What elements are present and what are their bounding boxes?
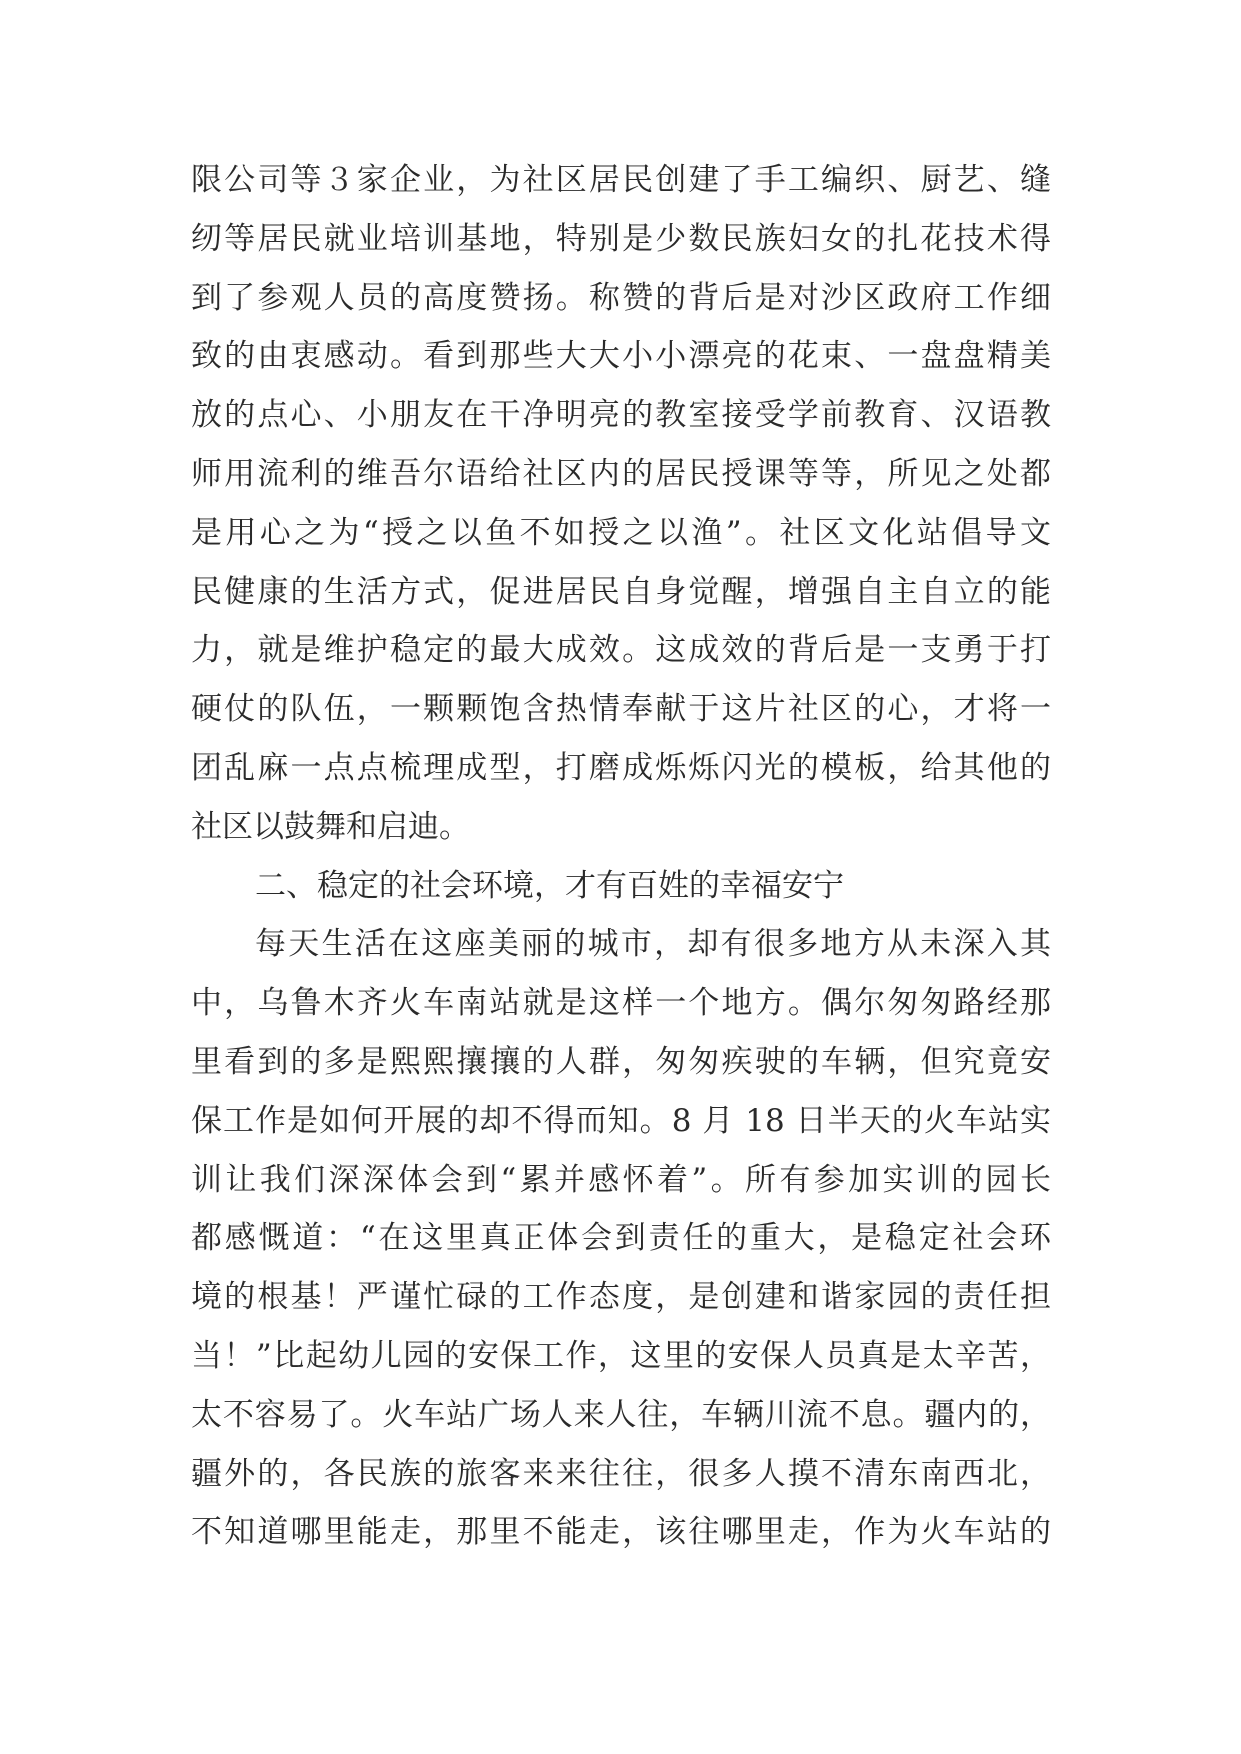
paragraph-line: 社区以鼓舞和启迪。 (191, 808, 470, 845)
paragraph-line: 纫等居民就业培训基地，特别是少数民族妇女的扎花技术得 (191, 220, 1051, 257)
paragraph-line: 是用心之为“授之以鱼不如授之以渔”。社区文化站倡导文 (191, 514, 1051, 551)
document-body (191, 160, 1051, 1571)
section-heading: 二、稳定的社会环境，才有百姓的幸福安宁 (255, 867, 844, 904)
paragraph-line: 保工作是如何开展的却不得而知。8 月 18 日半天的火车站实 (191, 1102, 1051, 1139)
paragraph-line: 限公司等３家企业，为社区居民创建了手工编织、厨艺、缝 (191, 162, 1051, 198)
paragraph-line: 力，就是维护稳定的最大成效。这成效的背后是一支勇于打 (191, 632, 1051, 669)
paragraph-line: 每天生活在这座美丽的城市，却有很多地方从未深入其 (255, 926, 1051, 963)
paragraph-line: 民健康的生活方式，促进居民自身觉醒，增强自主自立的能 (191, 573, 1051, 610)
paragraph-2 (191, 924, 1051, 1552)
paragraph-line: 都感慨道：“在这里真正体会到责任的重大，是稳定社会环 (191, 1220, 1051, 1257)
paragraph-line: 疆外的，各民族的旅客来来往往，很多人摸不清东南西北， (191, 1455, 1051, 1492)
paragraph-line: 放的点心、小朋友在干净明亮的教室接受学前教育、汉语教 (191, 397, 1051, 434)
paragraph-line: 当！”比起幼儿园的安保工作，这里的安保人员真是太辛苦， (191, 1337, 1051, 1374)
paragraph-line: 里看到的多是熙熙攘攘的人群，匆匆疾驶的车辆，但究竟安 (191, 1043, 1051, 1080)
paragraph-1 (191, 160, 1051, 847)
paragraph-line: 太不容易了。火车站广场人来人往，车辆川流不息。疆内的， (191, 1396, 1051, 1433)
paragraph-line: 致的由衷感动。看到那些大大小小漂亮的花束、一盘盘精美 (191, 338, 1051, 375)
paragraph-line: 训让我们深深体会到“累并感怀着”。所有参加实训的园长 (191, 1161, 1051, 1198)
paragraph-line: 团乱麻一点点梳理成型，打磨成烁烁闪光的模板，给其他的 (191, 749, 1051, 786)
paragraph-line: 不知道哪里能走，那里不能走，该往哪里走，作为火车站的 (191, 1514, 1051, 1551)
paragraph-line: 中，乌鲁木齐火车南站就是这样一个地方。偶尔匆匆路经那 (191, 985, 1051, 1022)
paragraph-line: 硬仗的队伍，一颗颗饱含热情奉献于这片社区的心，才将一 (191, 691, 1051, 728)
paragraph-line: 境的根基！严谨忙碌的工作态度，是创建和谐家园的责任担 (191, 1279, 1051, 1316)
paragraph-line: 到了参观人员的高度赞扬。称赞的背后是对沙区政府工作细 (191, 279, 1051, 316)
paragraph-line: 师用流利的维吾尔语给社区内的居民授课等等，所见之处都 (191, 455, 1051, 492)
